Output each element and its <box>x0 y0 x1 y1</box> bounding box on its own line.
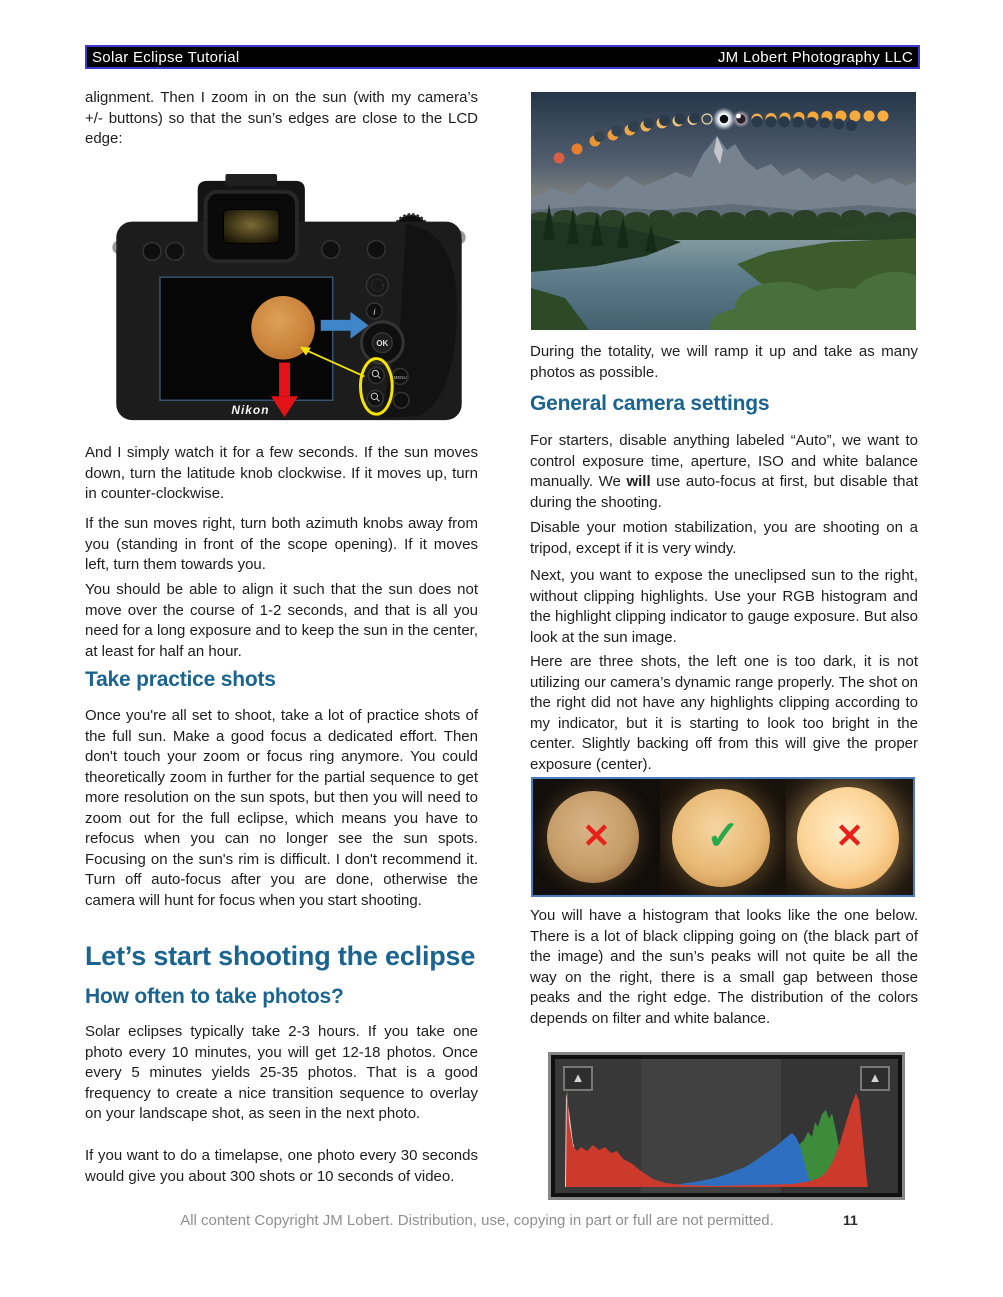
how-often-heading-block <box>85 985 478 1009</box>
page-number: 11 <box>843 1212 858 1228</box>
highlight-clip-indicator-icon: ▲ <box>860 1066 890 1091</box>
ok-button-label: OK <box>376 339 389 349</box>
histogram-frame <box>551 1055 902 1197</box>
azimuth-paragraph: If the sun moves right, turn both azimuth knobs away from you (standing in front of the scope opening). If it moves left, turn them towards you. <box>85 515 478 573</box>
release-mode-button <box>393 392 409 408</box>
practice-heading: Take practice shots <box>85 668 276 691</box>
practice-paragraph-block <box>85 706 478 911</box>
good-mark-center: ✓ <box>706 814 740 859</box>
bad-mark-left: ✕ <box>582 817 611 856</box>
shadow-clip-indicator-icon: ▲ <box>563 1066 593 1091</box>
eclipse-landscape-illustration <box>531 92 916 330</box>
viewfinder-lens <box>223 210 279 244</box>
joystick <box>366 274 388 296</box>
watch-paragraph-block <box>85 443 478 505</box>
exposure-comparison-figure <box>531 777 915 897</box>
practice-heading-block <box>85 668 478 692</box>
stabilization-paragraph: Disable your motion stabilization, you are shooting on a tripod, except if it is very windy. <box>530 519 918 557</box>
bad-mark-right: ✕ <box>835 817 864 856</box>
auto-paragraph-after: use auto-focus at first, but disable that during the shooting. <box>530 473 918 511</box>
settings-heading-block <box>530 392 918 416</box>
how-often-heading: How often to take photos? <box>85 985 344 1008</box>
brand-label: Nikon <box>231 403 270 418</box>
zoom-in-button <box>368 368 384 384</box>
histogram-paragraph: You will have a histogram that looks like the one below. There is a lot of black clipping going on (the black part of the image) and the sun’s peaks will not quite be all the way on the right, there is a small gap between those peaks and the right edge. The distribution of the colors depends on filter and white balance. <box>530 907 918 1027</box>
correct-sun-panel <box>660 779 787 895</box>
frequency-paragraph-block <box>85 1022 478 1125</box>
shooting-heading-block <box>85 941 478 972</box>
camera-back-figure <box>110 166 468 436</box>
delete-button <box>166 242 184 260</box>
intro-paragraph: alignment. Then I zoom in on the sun (with my camera’s +/- buttons) so that the sun’s edges are close to the LCD edge: <box>85 89 478 147</box>
disp-button <box>322 240 340 258</box>
menu-button-label: MENU <box>393 374 407 380</box>
totality-paragraph: During the totality, we will ramp it up and take as many photos as possible. <box>530 343 918 381</box>
totality-paragraph-block <box>530 342 918 383</box>
timelapse-paragraph-block <box>85 1146 478 1187</box>
camera-back-illustration <box>110 166 468 436</box>
footer-copyright: All content Copyright JM Lobert. Distribution, use, copying in part or full are not permitted. <box>180 1212 774 1229</box>
histogram-figure <box>548 1052 905 1200</box>
playback-button <box>143 242 161 260</box>
eclipse-landscape-figure <box>531 92 916 330</box>
i-button-label: i <box>373 306 376 317</box>
underexposed-sun-panel <box>533 779 660 895</box>
three-shots-paragraph-block <box>530 652 918 775</box>
histogram-plot <box>555 1059 898 1193</box>
overexposed-sun-panel <box>786 779 913 895</box>
header-company: JM Lobert Photography LLC <box>717 48 913 66</box>
header-title: Solar Eclipse Tutorial <box>92 48 240 66</box>
af-on-button <box>367 240 385 258</box>
shooting-heading: Let’s start shooting the eclipse <box>85 941 476 971</box>
three-shots-paragraph: Here are three shots, the left one is too dark, it is not utilizing our camera’s dynamic range properly. The shot on the right did not have any highlights clipping according to my indicator, but it is starting to look too bright in the center. Slightly backing off from this will give the proper exposure (center). <box>530 653 918 773</box>
frequency-paragraph: Solar eclipses typically take 2-3 hours. If you take one photo every 10 minutes, you will get 12-18 photos. Once every 5 minutes yields 25-35 photos. That is a good frequency to create a nice transition sequence to overlay on your landscape shot, as seen in the next photo. <box>85 1023 478 1122</box>
auto-paragraph <box>530 431 918 513</box>
zoom-out-button <box>367 390 383 406</box>
expose-paragraph-block <box>530 566 918 648</box>
azimuth-paragraph-block <box>85 514 478 576</box>
timelapse-paragraph: If you want to do a timelapse, one photo every 30 seconds would give you about 300 shots or 10 seconds of video. <box>85 1147 478 1185</box>
expose-paragraph: Next, you want to expose the uneclipsed sun to the right, without clipping highlights. Use your RGB histogram and the highlight clipping indicator to gauge exposure. But also look at the sun image. <box>530 567 918 646</box>
auto-paragraph-before: For starters, disable anything labeled “Auto”, we want to control exposure time, aperture, ISO and white balance manually. We <box>530 432 918 490</box>
histogram-paragraph-block <box>530 906 918 1029</box>
watch-paragraph: And I simply watch it for a few seconds. If the sun moves down, turn the latitude knob clockwise. If it moves up, turn in counter-clockwise. <box>85 444 478 502</box>
practice-paragraph: Once you're all set to shoot, take a lot of practice shots of the full sun. Make a good focus a dedicated effort. Then don't touch your zoom or focus ring anymore. You could theoretically zoom in further for the partial sequence to get more resolution on the sun spots, but then you will need to zoom out for the full eclipse, which means you have to refocus when you can no longer see the sun spots. Focusing on the sun's rim is difficult. I don't recommend it. Turn off auto-focus after you are done, otherwise the camera will hunt for focus when you start shooting. <box>85 707 478 909</box>
auto-paragraph-bold: will <box>626 473 651 490</box>
settings-heading: General camera settings <box>530 392 770 415</box>
stabilization-paragraph-block <box>530 518 918 559</box>
align-paragraph: You should be able to align it such that the sun does not move over the course of 1-2 seconds, and that is all you need for a long exposure and to keep the sun in the center, at least for half an hour. <box>85 581 478 660</box>
intro-paragraph-block <box>85 88 478 150</box>
auto-paragraph-block <box>530 431 918 513</box>
hot-shoe <box>225 174 277 186</box>
page-header <box>85 45 920 69</box>
align-paragraph-block <box>85 580 478 662</box>
